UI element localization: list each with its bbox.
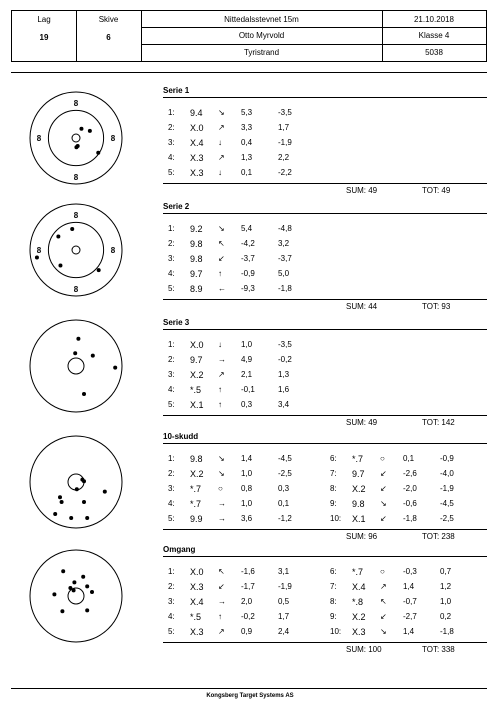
shot-x: 2,1	[241, 370, 253, 379]
shot-number: 5:	[168, 627, 175, 636]
shot-row	[168, 469, 318, 481]
shot-number: 1:	[168, 567, 175, 576]
ring-label: 8	[36, 246, 42, 255]
shot-y: 1,2	[440, 582, 452, 591]
shot-y: 1,0	[440, 597, 452, 606]
shot-marker	[91, 354, 95, 358]
shot-marker	[52, 592, 56, 596]
shot-x: 5,3	[241, 108, 253, 117]
shot-score: *.7	[352, 567, 364, 577]
shot-y: 0,5	[278, 597, 290, 606]
shot-score: 9.7	[190, 269, 203, 279]
shot-number: 10:	[330, 514, 342, 523]
shot-x: -1,7	[241, 582, 255, 591]
shot-row	[330, 484, 480, 496]
shot-x: 0,4	[241, 138, 253, 147]
shot-y: -2,2	[278, 168, 292, 177]
shot-x: 1,4	[403, 627, 415, 636]
lag-value: 19	[39, 33, 49, 42]
shot-score: *.5	[190, 385, 202, 395]
section-title: Serie 2	[163, 202, 190, 211]
shot-score: X.0	[190, 340, 204, 350]
shot-number: 1:	[168, 340, 175, 349]
shot-score: 9.8	[190, 239, 203, 249]
shot-y: -1,9	[278, 138, 292, 147]
shot-number: 1:	[168, 224, 175, 233]
series-sum: SUM: 44	[346, 302, 378, 311]
shot-marker	[56, 235, 60, 239]
shot-marker	[82, 392, 86, 396]
ring-label: 8	[73, 99, 79, 108]
shot-x: 0,1	[241, 168, 253, 177]
direction-icon: ↖	[218, 239, 225, 248]
shot-score: 9.9	[190, 514, 203, 524]
shot-x: -0,2	[241, 612, 255, 621]
shooter-id: 5038	[425, 48, 443, 57]
shot-marker	[70, 227, 74, 231]
shot-row	[168, 355, 318, 367]
shot-row	[168, 153, 318, 165]
section-underline	[163, 443, 487, 444]
ring-label: 8	[73, 211, 79, 220]
direction-icon: ↖	[218, 567, 225, 576]
shot-row	[168, 239, 318, 251]
direction-icon: ↓	[218, 138, 222, 147]
shot-marker	[60, 609, 64, 613]
shot-row	[330, 612, 480, 624]
shot-y: 0,3	[278, 484, 290, 493]
shot-y: -1,8	[440, 627, 454, 636]
shot-row	[330, 567, 480, 579]
sum-divider	[163, 299, 487, 300]
shot-x: 1,4	[241, 454, 253, 463]
event-date: 21.10.2018	[413, 15, 455, 24]
shot-marker	[53, 512, 57, 516]
shot-number: 6:	[330, 454, 337, 463]
shot-marker	[74, 145, 78, 149]
shot-row	[330, 627, 480, 639]
shot-y: 2,4	[278, 627, 290, 636]
shooter-club: Tyristrand	[243, 48, 280, 57]
shot-row	[168, 385, 318, 397]
direction-icon: ↙	[218, 582, 225, 591]
series-sum: SUM: 49	[346, 186, 378, 195]
shot-row	[330, 514, 480, 526]
ring-label: 8	[110, 134, 116, 143]
target-outer-ring	[30, 550, 122, 642]
shot-number: 1:	[168, 454, 175, 463]
shot-number: 3:	[168, 370, 175, 379]
direction-icon: →	[218, 597, 226, 606]
shot-x: 2,0	[241, 597, 253, 606]
direction-icon: ↗	[380, 582, 387, 591]
shot-row	[168, 627, 318, 639]
shot-number: 6:	[330, 567, 337, 576]
shot-number: 9:	[330, 612, 337, 621]
direction-icon: ↘	[218, 224, 225, 233]
shot-marker	[113, 366, 117, 370]
shot-number: 4:	[168, 269, 175, 278]
shot-x: 1,0	[241, 469, 253, 478]
shot-marker	[58, 495, 62, 499]
direction-icon: ↙	[380, 469, 387, 478]
series-total: TOT: 238	[422, 532, 455, 541]
shot-row	[330, 499, 480, 511]
shot-number: 1:	[168, 108, 175, 117]
shot-number: 9:	[330, 499, 337, 508]
shot-score: *.7	[190, 499, 202, 509]
shot-x: -1,6	[241, 567, 255, 576]
shot-score: 8.9	[190, 284, 203, 294]
shot-number: 2:	[168, 239, 175, 248]
shot-number: 8:	[330, 597, 337, 606]
shot-y: 0,7	[440, 567, 452, 576]
shot-score: *.7	[352, 454, 364, 464]
shot-row	[330, 582, 480, 594]
shot-row	[168, 269, 318, 281]
shot-x: -0,6	[403, 499, 417, 508]
shot-x: -0,1	[241, 385, 255, 394]
shot-number: 4:	[168, 385, 175, 394]
shot-row	[168, 340, 318, 352]
shot-number: 3:	[168, 138, 175, 147]
shot-marker	[58, 264, 62, 268]
direction-icon: ○	[380, 454, 385, 463]
shooter-name: Otto Myrvold	[238, 31, 285, 40]
shot-y: 1,7	[278, 612, 290, 621]
shot-score: 9.8	[352, 499, 365, 509]
shot-score: 9.2	[190, 224, 203, 234]
shooter-class: Klasse 4	[418, 31, 450, 40]
shot-marker	[35, 256, 39, 260]
skive-label: Skive	[98, 15, 119, 24]
shot-score: X.1	[352, 514, 366, 524]
shot-marker	[61, 569, 65, 573]
shot-x: 1,3	[241, 153, 253, 162]
shot-x: 0,3	[241, 400, 253, 409]
series-total: TOT: 338	[422, 645, 455, 654]
shot-score: X.4	[190, 138, 204, 148]
shot-marker	[96, 151, 100, 155]
direction-icon: ↘	[380, 499, 387, 508]
header-box	[11, 10, 487, 62]
shot-number: 5:	[168, 284, 175, 293]
shot-y: 3,4	[278, 400, 290, 409]
shot-marker	[68, 586, 72, 590]
shot-marker	[103, 490, 107, 494]
section-title: Omgang	[163, 545, 196, 554]
direction-icon: ↙	[380, 484, 387, 493]
shot-x: 1,0	[241, 499, 253, 508]
shot-number: 4:	[168, 153, 175, 162]
section-title: Serie 1	[163, 86, 190, 95]
series-total: TOT: 93	[422, 302, 451, 311]
target-outer-ring	[30, 436, 122, 528]
shot-score: X.2	[190, 469, 204, 479]
shot-marker	[85, 516, 89, 520]
shot-x: -4,2	[241, 239, 255, 248]
shot-x: 3,3	[241, 123, 253, 132]
shot-number: 2:	[168, 355, 175, 364]
shot-score: 9.8	[190, 454, 203, 464]
shot-marker	[85, 608, 89, 612]
shot-number: 8:	[330, 484, 337, 493]
shot-row	[168, 284, 318, 296]
shot-score: 9.4	[190, 108, 203, 118]
shot-score: *.7	[190, 484, 202, 494]
target-diagram	[28, 90, 124, 186]
target-diagram	[28, 318, 124, 414]
shot-row	[168, 400, 318, 412]
shot-score: X.3	[190, 627, 204, 637]
ring-label: 8	[73, 285, 79, 294]
section-underline	[163, 556, 487, 557]
shot-x: -0,7	[403, 597, 417, 606]
shot-score: *.5	[190, 612, 202, 622]
shot-x: 1,4	[403, 582, 415, 591]
shot-score: X.2	[352, 612, 366, 622]
ring-label: 8	[36, 134, 42, 143]
direction-icon: ↘	[380, 627, 387, 636]
shot-x: -0,9	[241, 269, 255, 278]
direction-icon: ↙	[380, 612, 387, 621]
shot-marker	[72, 580, 76, 584]
shot-number: 5:	[168, 400, 175, 409]
target-diagram	[28, 202, 124, 298]
shot-marker	[82, 500, 86, 504]
direction-icon: ←	[218, 284, 226, 293]
shot-y: -1,9	[440, 484, 454, 493]
shot-y: 2,2	[278, 153, 290, 162]
shot-x: 3,6	[241, 514, 253, 523]
shot-marker	[90, 590, 94, 594]
shot-x: 5,4	[241, 224, 253, 233]
direction-icon: ↓	[218, 340, 222, 349]
direction-icon: ○	[380, 567, 385, 576]
shot-row	[168, 370, 318, 382]
shot-row	[168, 123, 318, 135]
direction-icon: ↙	[380, 514, 387, 523]
shot-score: X.2	[190, 370, 204, 380]
shot-marker	[60, 500, 64, 504]
shot-y: -4,5	[440, 499, 454, 508]
direction-icon: ↗	[218, 153, 225, 162]
shot-row	[330, 454, 480, 466]
shot-number: 2:	[168, 469, 175, 478]
shot-number: 2:	[168, 123, 175, 132]
shot-number: 4:	[168, 612, 175, 621]
shot-marker	[88, 129, 92, 133]
direction-icon: ↘	[218, 469, 225, 478]
shot-y: 3,2	[278, 239, 290, 248]
shot-number: 3:	[168, 254, 175, 263]
shot-score: X.3	[190, 168, 204, 178]
shot-y: -3,7	[278, 254, 292, 263]
shot-row	[168, 582, 318, 594]
series-sum: SUM: 100	[346, 645, 382, 654]
target-diagram	[28, 434, 124, 530]
direction-icon: ↑	[218, 385, 222, 394]
series-total: TOT: 49	[422, 186, 451, 195]
sum-divider	[163, 183, 487, 184]
shot-row	[168, 224, 318, 236]
direction-icon: ↘	[218, 454, 225, 463]
direction-icon: →	[218, 499, 226, 508]
shot-score: X.0	[190, 123, 204, 133]
shot-marker	[81, 575, 85, 579]
shot-x: -9,3	[241, 284, 255, 293]
direction-icon: ↑	[218, 612, 222, 621]
ring-label: 8	[110, 246, 116, 255]
direction-icon: ↑	[218, 269, 222, 278]
shot-row	[168, 108, 318, 120]
direction-icon: ↘	[218, 108, 225, 117]
footer-text: Kongsberg Target Systems AS	[206, 693, 294, 699]
shot-score: X.4	[352, 582, 366, 592]
shot-score: 9.7	[190, 355, 203, 365]
shot-number: 3:	[168, 484, 175, 493]
series-sum: SUM: 96	[346, 532, 378, 541]
shot-y: -4,5	[278, 454, 292, 463]
shot-row	[168, 567, 318, 579]
shot-row	[168, 499, 318, 511]
shot-x: 0,8	[241, 484, 253, 493]
shot-score: 9.7	[352, 469, 365, 479]
shot-number: 5:	[168, 168, 175, 177]
shot-marker	[85, 584, 89, 588]
shot-y: -4,0	[440, 469, 454, 478]
shot-x: 1,0	[241, 340, 253, 349]
shot-row	[330, 469, 480, 481]
shot-marker	[75, 487, 79, 491]
shot-number: 7:	[330, 582, 337, 591]
shot-y: -3,5	[278, 108, 292, 117]
shot-marker	[79, 127, 83, 131]
section-underline	[163, 213, 487, 214]
shot-y: 5,0	[278, 269, 290, 278]
target-diagram	[28, 548, 124, 644]
shot-number: 7:	[330, 469, 337, 478]
shot-x: 0,1	[403, 454, 415, 463]
direction-icon: →	[218, 514, 226, 523]
shot-x: 4,9	[241, 355, 253, 364]
shot-x: -3,7	[241, 254, 255, 263]
direction-icon: ↓	[218, 168, 222, 177]
shot-y: -1,2	[278, 514, 292, 523]
shot-y: -4,8	[278, 224, 292, 233]
shot-y: 3,1	[278, 567, 290, 576]
shot-y: 0,2	[440, 612, 452, 621]
shot-row	[168, 168, 318, 180]
direction-icon: ↗	[218, 123, 225, 132]
shot-y: 1,7	[278, 123, 290, 132]
direction-icon: →	[218, 355, 226, 364]
section-title: 10-skudd	[163, 432, 199, 441]
footer-divider	[11, 688, 487, 689]
shot-row	[168, 484, 318, 496]
header-divider	[11, 72, 487, 73]
section-underline	[163, 329, 487, 330]
direction-icon: ↑	[218, 400, 222, 409]
shot-row	[168, 514, 318, 526]
direction-icon: ↗	[218, 370, 225, 379]
shot-score: X.3	[190, 582, 204, 592]
shot-score: 9.8	[190, 254, 203, 264]
shot-row	[168, 597, 318, 609]
shot-x: -2,7	[403, 612, 417, 621]
shot-marker	[76, 337, 80, 341]
skive-value: 6	[106, 33, 111, 42]
shot-x: -2,6	[403, 469, 417, 478]
shot-number: 2:	[168, 582, 175, 591]
shot-y: -0,2	[278, 355, 292, 364]
shot-y: -3,5	[278, 340, 292, 349]
shot-score: X.0	[190, 567, 204, 577]
shot-marker	[97, 268, 101, 272]
section-title: Serie 3	[163, 318, 190, 327]
direction-icon: ↖	[380, 597, 387, 606]
direction-icon: ○	[218, 484, 223, 493]
shot-y: -0,9	[440, 454, 454, 463]
shot-y: 1,3	[278, 370, 290, 379]
shot-x: 0,9	[241, 627, 253, 636]
shot-score: X.2	[352, 484, 366, 494]
shot-row	[330, 597, 480, 609]
shot-score: X.3	[190, 153, 204, 163]
direction-icon: ↙	[218, 254, 225, 263]
direction-icon: ↗	[218, 627, 225, 636]
shot-number: 5:	[168, 514, 175, 523]
shot-marker	[73, 351, 77, 355]
shot-score: X.3	[352, 627, 366, 637]
shot-score: X.1	[190, 400, 204, 410]
sum-divider	[163, 642, 487, 643]
shot-y: -2,5	[278, 469, 292, 478]
series-total: TOT: 142	[422, 418, 455, 427]
shot-y: 0,1	[278, 499, 290, 508]
target-outer-ring	[30, 320, 122, 412]
shot-number: 10:	[330, 627, 342, 636]
section-underline	[163, 97, 487, 98]
shot-row	[168, 138, 318, 150]
ring-label: 8	[73, 173, 79, 182]
series-sum: SUM: 49	[346, 418, 378, 427]
shot-y: -2,5	[440, 514, 454, 523]
shot-y: -1,9	[278, 582, 292, 591]
sum-divider	[163, 529, 487, 530]
shot-y: 1,6	[278, 385, 290, 394]
event-name: Nittedalsstevnet 15m	[224, 15, 299, 24]
shot-row	[168, 612, 318, 624]
shot-number: 4:	[168, 499, 175, 508]
shot-marker	[82, 479, 86, 483]
shot-x: -0,3	[403, 567, 417, 576]
shot-row	[168, 454, 318, 466]
shot-score: X.4	[190, 597, 204, 607]
shot-x: -1,8	[403, 514, 417, 523]
shot-y: -1,8	[278, 284, 292, 293]
shot-score: *.8	[352, 597, 364, 607]
lag-label: Lag	[37, 15, 51, 24]
shot-marker	[72, 588, 76, 592]
shot-x: -2,0	[403, 484, 417, 493]
shot-number: 3:	[168, 597, 175, 606]
sum-divider	[163, 415, 487, 416]
shot-row	[168, 254, 318, 266]
shot-marker	[69, 516, 73, 520]
